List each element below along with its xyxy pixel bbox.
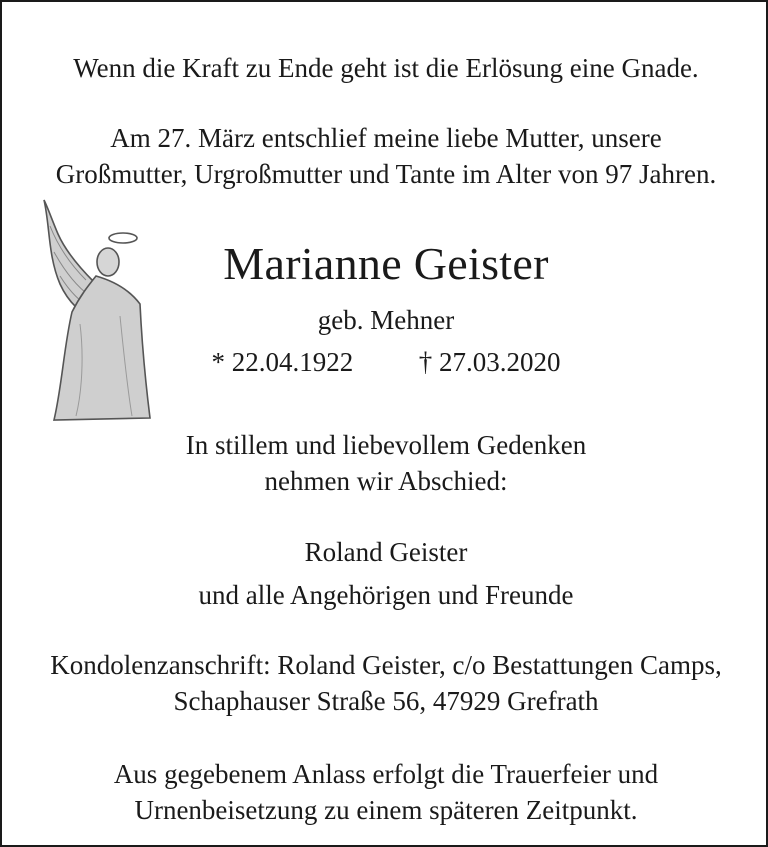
- mourner-primary: Roland Geister: [304, 537, 468, 567]
- farewell-line-2: nehmen wir Abschied:: [264, 466, 508, 496]
- condolence-line-2: Schaphauser Straße 56, 47929 Grefrath: [173, 686, 599, 716]
- mourner-others: und alle Angehörigen und Freunde: [198, 580, 574, 610]
- announcement-line-1: Am 27. März entschlief meine liebe Mutter, unsere: [110, 123, 662, 153]
- condolence-line-1: Kondolenzanschrift: Roland Geister, c/o Bestattungen Camps,: [50, 650, 722, 680]
- deceased-name: Marianne Geister: [223, 238, 549, 289]
- motto: Wenn die Kraft zu Ende geht ist die Erlösung eine Gnade.: [73, 53, 699, 83]
- maiden-name: geb. Mehner: [317, 305, 455, 335]
- birth-date: * 22.04.1922: [211, 347, 354, 377]
- death-date: † 27.03.2020: [418, 347, 561, 377]
- notice-line-1: Aus gegebenem Anlass erfolgt die Trauerfeier und: [113, 759, 659, 789]
- notice-line-2: Urnenbeisetzung zu einem späteren Zeitpunkt.: [134, 795, 638, 825]
- farewell-line-1: In stillem und liebevollem Gedenken: [185, 430, 587, 460]
- life-dates: [2, 346, 768, 378]
- announcement-line-2: Großmutter, Urgroßmutter und Tante im Alter von 97 Jahren.: [55, 159, 717, 189]
